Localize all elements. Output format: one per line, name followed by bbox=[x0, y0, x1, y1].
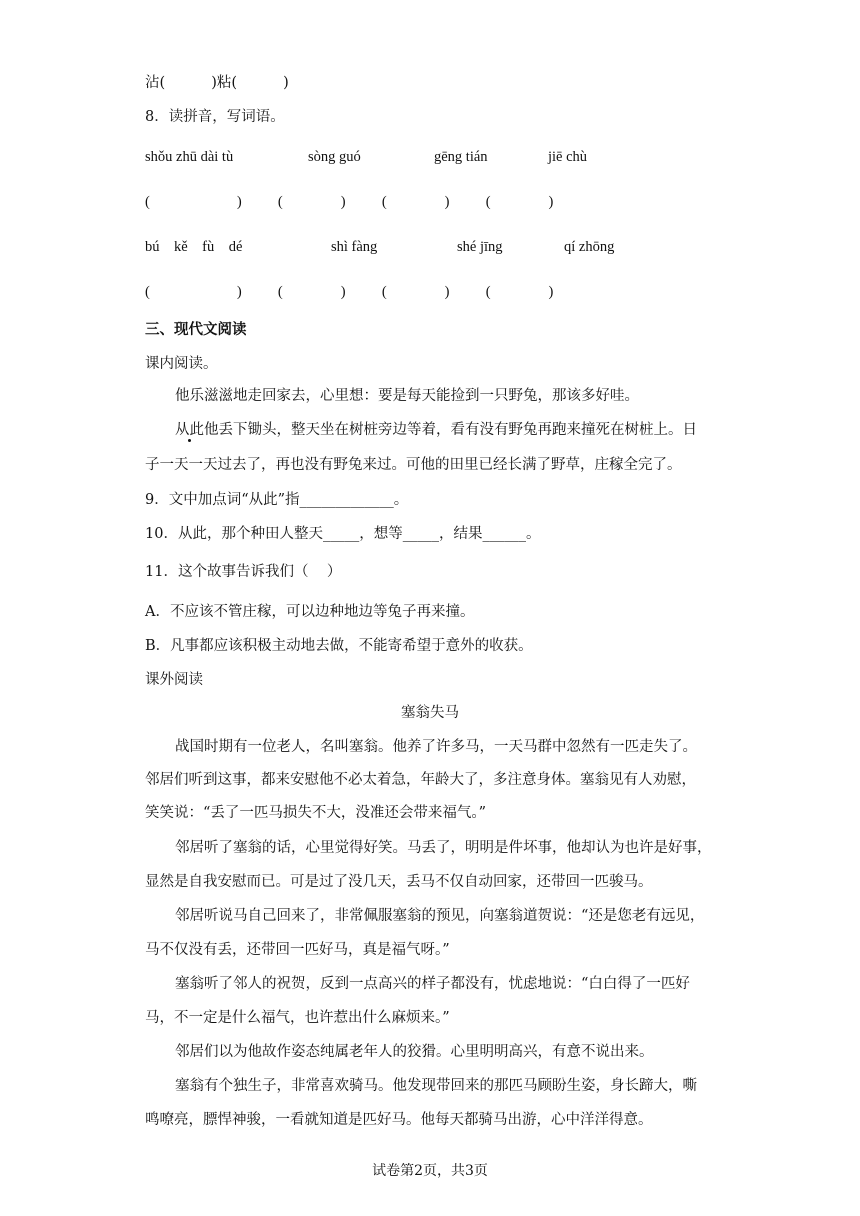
option-a: A．不应该不管庄稼，可以边种地边等兔子再来撞。 bbox=[145, 604, 475, 620]
question-8-title: 8．读拼音，写词语。 bbox=[145, 109, 285, 125]
story-line: 鸣嘹亮，膘悍神骏，一看就知道是匹好马。他每天都骑马出游，心中洋洋得意。 bbox=[145, 1112, 653, 1128]
story-line: 战国时期有一位老人，名叫塞翁。他养了许多马，一天马群中忽然有一匹走失了。 bbox=[175, 739, 697, 755]
question-10: 10．从此，那个种田人整天_____，想等_____，结果______。 bbox=[145, 526, 541, 542]
question-11: 11．这个故事告诉我们（ ） bbox=[145, 564, 342, 580]
story-line: 邻居听说马自己回来了，非常佩服塞翁的预见，向塞翁道贺说：“还是您老有远见， bbox=[175, 908, 705, 924]
story-line: 邻居们以为他故作姿态纯属老年人的狡猾。心里明明高兴，有意不说出来。 bbox=[175, 1044, 654, 1060]
dotted-word: 从此 bbox=[175, 422, 204, 438]
pinyin-5: bú kě fù dé bbox=[145, 239, 243, 255]
fill-in-line: 沾( )粘( ) bbox=[145, 75, 289, 91]
story-line: 马不仅没有丢，还带回一匹好马，真是福气呀。” bbox=[145, 942, 450, 958]
story-line: 塞翁听了邻人的祝贺，反到一点高兴的样子都没有，忧虑地说：“白白得了一匹好 bbox=[175, 976, 690, 992]
pinyin-7: shé jīng bbox=[457, 239, 503, 255]
pinyin-2: sòng guó bbox=[308, 149, 361, 165]
page-footer: 试卷第2页，共3页 bbox=[372, 1163, 488, 1179]
story-line: 邻居们听到这事，都来安慰他不必太着急，年龄大了，多注意身体。塞翁见有人劝慰， bbox=[145, 772, 696, 788]
story-line: 显然是自我安慰而已。可是过了没几天，丢马不仅自动回家，还带回一匹骏马。 bbox=[145, 874, 653, 890]
pinyin-4: jiē chù bbox=[548, 149, 588, 165]
in-class-reading-label: 课内阅读。 bbox=[145, 356, 218, 372]
passage-1-line: 从此他丢下锄头，整天坐在树桩旁边等着，看有没有野兔再跑来撞死在树桩上。日 bbox=[175, 422, 697, 438]
pinyin-1: shǒu zhū dài tù bbox=[145, 149, 234, 165]
passage-1-line: 他乐滋滋地走回家去，心里想：要是每天能捡到一只野兔，那该多好哇。 bbox=[175, 388, 639, 404]
pinyin-3: gēng tián bbox=[434, 149, 488, 165]
answer-brackets-row-1: ( ) ( ) ( ) ( ) bbox=[145, 194, 554, 210]
pinyin-8: qí zhōng bbox=[564, 239, 615, 255]
story-line: 马，不一定是什么福气，也许惹出什么麻烦来。” bbox=[145, 1010, 450, 1026]
answer-brackets-row-2: ( ) ( ) ( ) ( ) bbox=[145, 284, 554, 300]
section-3-title: 三、现代文阅读 bbox=[145, 321, 247, 338]
story-line: 笑笑说：“丢了一匹马损失不大，没准还会带来福气。” bbox=[145, 805, 487, 821]
story-line: 塞翁有个独生子，非常喜欢骑马。他发现带回来的那匹马顾盼生姿，身长蹄大，嘶 bbox=[175, 1078, 697, 1094]
passage-1-line: 子一天一天过去了，再也没有野兔来过。可他的田里已经长满了野草，庄稼全完了。 bbox=[145, 457, 682, 473]
story-title: 塞翁失马 bbox=[401, 705, 459, 721]
pinyin-6: shì fàng bbox=[331, 239, 378, 255]
extracurricular-reading-label: 课外阅读 bbox=[145, 672, 203, 688]
story-line: 邻居听了塞翁的话，心里觉得好笑。马丢了，明明是件坏事，他却认为也许是好事， bbox=[175, 840, 712, 856]
question-9: 9．文中加点词“从此”指_____________。 bbox=[145, 492, 409, 508]
option-b: B．凡事都应该积极主动地去做，不能寄希望于意外的收获。 bbox=[145, 638, 533, 654]
